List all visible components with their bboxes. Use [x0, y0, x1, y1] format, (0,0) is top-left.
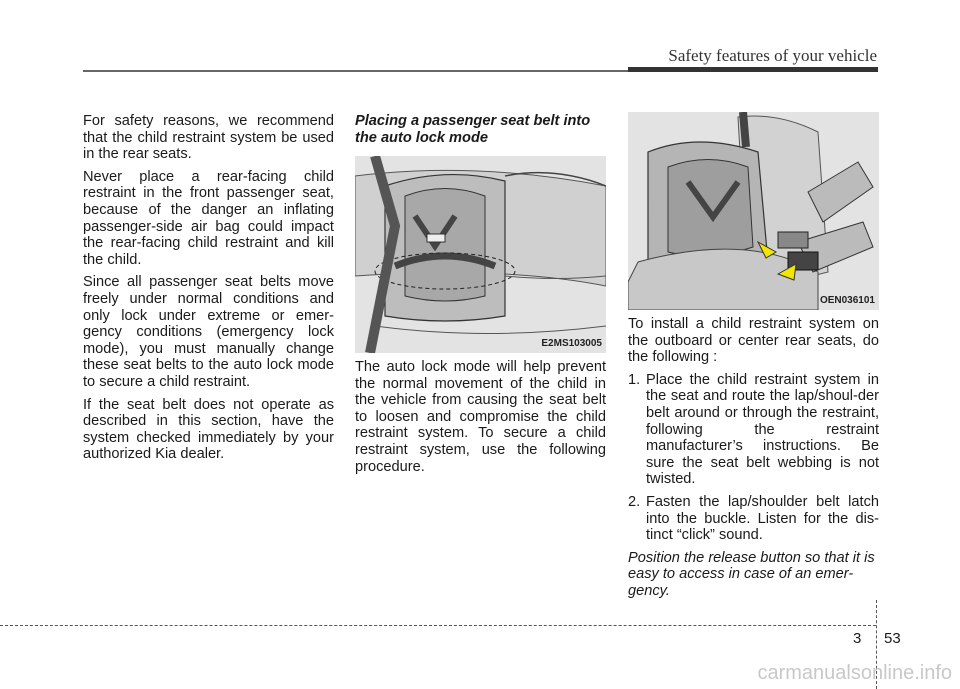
buckle-latch-figure: [628, 112, 879, 310]
section-title: Safety features of your vehicle: [668, 46, 877, 65]
figure-code: OEN036101: [819, 295, 875, 306]
list-item: [628, 372, 879, 488]
header-rule-accent: [628, 67, 878, 72]
paragraph: If the seat belt does not operate as described in this section, have the system checked immediately by your authorized Kia dealer.: [83, 396, 334, 463]
list-number: 1.: [628, 371, 641, 388]
list-text: Place the child restraint system in the seat and route the lap/shoul-der belt around or through the restraint, following the restraint manufacturer’s instructions. Be sure the seat belt webbing is not twisted.: [646, 371, 879, 488]
figure-code: E2MS103005: [541, 338, 602, 349]
paragraph: The auto lock mode will help prevent the normal movement of the child in the vehicle from causing the seat belt to loosen and compromise the child restraint system. To secure a child restraint system, use the following procedure.: [355, 359, 606, 475]
watermark: carmanualsonline.info: [757, 662, 952, 684]
column-3: [628, 316, 879, 606]
column-1: [83, 113, 334, 469]
list-item: [628, 494, 879, 544]
chapter-number: 3: [853, 630, 862, 647]
section-heading: Placing a passenger seat belt into the auto lock mode: [355, 113, 591, 146]
rear-seat-child-restraint-figure: [355, 156, 606, 353]
column-2: [355, 113, 606, 152]
column-2-body: [355, 359, 606, 481]
caution-note: Position the release button so that it is easy to access in case of an emer-gency.: [628, 549, 875, 599]
list-text: Fasten the lap/shoulder belt latch into the buckle. Listen for the dis-tinct “click” sound.: [646, 493, 879, 544]
buckle-illustration: [628, 112, 879, 310]
rear-seat-illustration: [355, 156, 606, 353]
footer-rule: [0, 625, 876, 626]
paragraph: Since all passenger seat belts move freely under normal conditions and only lock under extreme or emer-gency conditions (emergency lock mode), you must manually change these seat belts to the auto lock mode to secure a child restraint.: [83, 274, 334, 390]
paragraph: To install a child restraint system on the outboard or center rear seats, do the following :: [628, 316, 879, 366]
page-number: 53: [884, 630, 901, 647]
list-number: 2.: [628, 493, 641, 510]
paragraph: For safety reasons, we recommend that the child restraint system be used in the rear seats.: [83, 113, 334, 163]
paragraph: Never place a rear-facing child restraint in the front passenger seat, because of the danger an inflating passenger-side air bag could impact the rear-facing child restraint and kill the child.: [83, 168, 334, 268]
